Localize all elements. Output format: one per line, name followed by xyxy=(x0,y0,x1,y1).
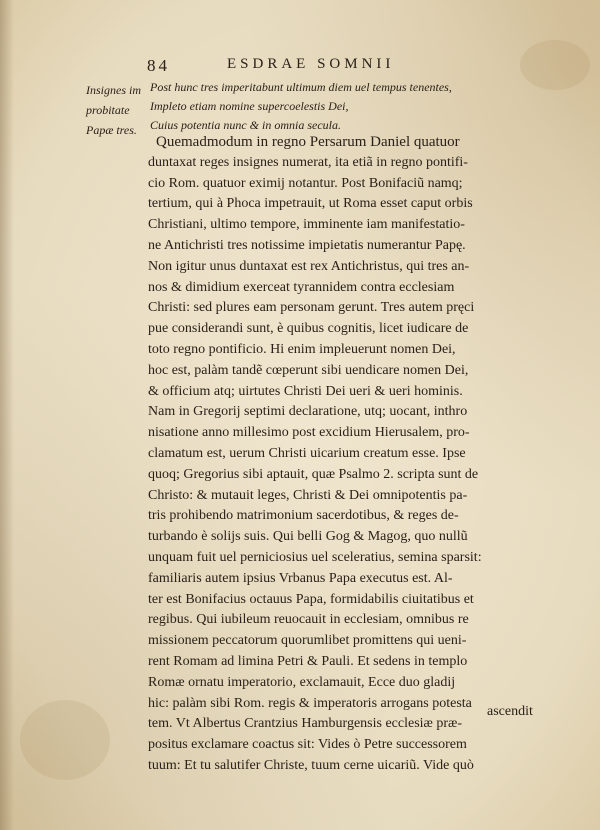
margin-note-line: Papæ tres. xyxy=(86,123,137,137)
body-line: quoq; Gregorius sibi aptauit, quæ Psalmo 2. scripta sunt de xyxy=(148,466,479,482)
body-line: positus exclamare coactus sit: Vides ò Petre successorem xyxy=(148,737,467,753)
margin-note-line: probitate xyxy=(86,103,130,117)
verse-line: Impleto etiam nomine supercoelestis Dei, xyxy=(150,99,349,113)
verse-quotation xyxy=(150,78,470,135)
body-line: cio Rom. quatuor eximij notantur. Post Bonifaciũ namq; xyxy=(148,175,463,191)
body-line: hic: palàm sibi Rom. regis & imperatoris arrogans potesta xyxy=(148,695,472,711)
catchword: ascendit xyxy=(487,704,533,719)
page-number: 84 xyxy=(147,56,170,75)
body-line: rent Romam ad limina Petri & Pauli. Et sedens in templo xyxy=(148,653,468,669)
body-line: Christiani, ultimo tempore, imminente iam manifestatio- xyxy=(148,217,465,233)
body-line: tuum: Et tu salutifer Christe, tuum cerne uicariũ. Vide quò xyxy=(148,757,474,773)
body-line: unquam fuit uel perniciosius uel sceleratius, semina sparsit: xyxy=(148,549,482,565)
verse-line: Post hunc tres imperitabunt ultimum diem uel tempus tenentes, xyxy=(150,80,452,94)
body-line: Quemadmodum in regno Persarum Daniel quatuor xyxy=(156,134,460,150)
body-text xyxy=(148,132,548,777)
body-line: hoc est, palàm tandẽ cœperunt sibi uendicare nomen Dei, xyxy=(148,362,469,378)
margin-note xyxy=(86,80,148,140)
body-line: familiaris autem ipsius Vrbanus Papa executus est. Al- xyxy=(148,570,453,586)
running-title: ESDRAE SOMNII xyxy=(227,56,395,72)
body-line: clamatum est, uerum Christi uicarium creatum esse. Ipse xyxy=(148,445,466,461)
body-line: pue considerandi sunt, è quibus cognitis, licet iudicare de xyxy=(148,321,469,337)
verse-line: Cuius potentia nunc & in omnia secula. xyxy=(150,118,341,132)
body-line: Romæ ornatu imperatorio, exclamauit, Ecce duo gladij xyxy=(148,674,456,690)
margin-note-line: Insignes im xyxy=(86,83,141,97)
body-line: turbando è solijs suis. Qui belli Gog & Magog, quo nullũ xyxy=(148,529,468,545)
gutter-shadow xyxy=(0,0,14,830)
body-line: duntaxat reges insignes numerat, ita etiã in regno pontifi- xyxy=(148,154,468,170)
page-stain xyxy=(520,40,590,90)
body-line: Christo: & mutauit leges, Christi & Dei omnipotentis pa- xyxy=(148,487,468,503)
body-line: missionem peccatorum quorumlibet promittens qui ueni- xyxy=(148,633,467,649)
body-line: Christi: sed plures eam personam gerunt. Tres autem pręci xyxy=(148,300,475,316)
body-line: regibus. Qui iubileum reuocauit in ecclesiam, omnibus re xyxy=(148,612,469,628)
body-line: toto regno pontificio. Hi enim impleuerunt nomen Dei, xyxy=(148,341,456,357)
body-line: tertium, qui à Phoca impetrauit, ut Roma esset caput orbis xyxy=(148,196,473,212)
body-line: Nam in Gregorij septimi declaratione, utq; uocant, inthro xyxy=(148,404,468,420)
body-line: tem. Vt Albertus Crantzius Hamburgensis ecclesiæ præ- xyxy=(148,716,463,732)
body-line: Non igitur unus duntaxat est rex Antichristus, qui tres an- xyxy=(148,258,470,274)
page-stain xyxy=(20,700,110,780)
body-line: nos & dimidium exerceat tyrannidem contra ecclesiam xyxy=(148,279,455,295)
body-line: tris prohibendo matrimonium sacerdotibus, & reges de- xyxy=(148,508,459,524)
page-header xyxy=(147,56,477,78)
body-line: ne Antichristi tres notissime impietatis numerantur Papę. xyxy=(148,237,466,253)
body-line: & officium atq; uirtutes Christi Dei ueri & ueri hominis. xyxy=(148,383,463,399)
body-line: ter est Bonifacius octauus Papa, formidabilis ciuitatibus et xyxy=(148,591,474,607)
body-line: nisatione anno millesimo post excidium Hierusalem, pro- xyxy=(148,425,470,441)
